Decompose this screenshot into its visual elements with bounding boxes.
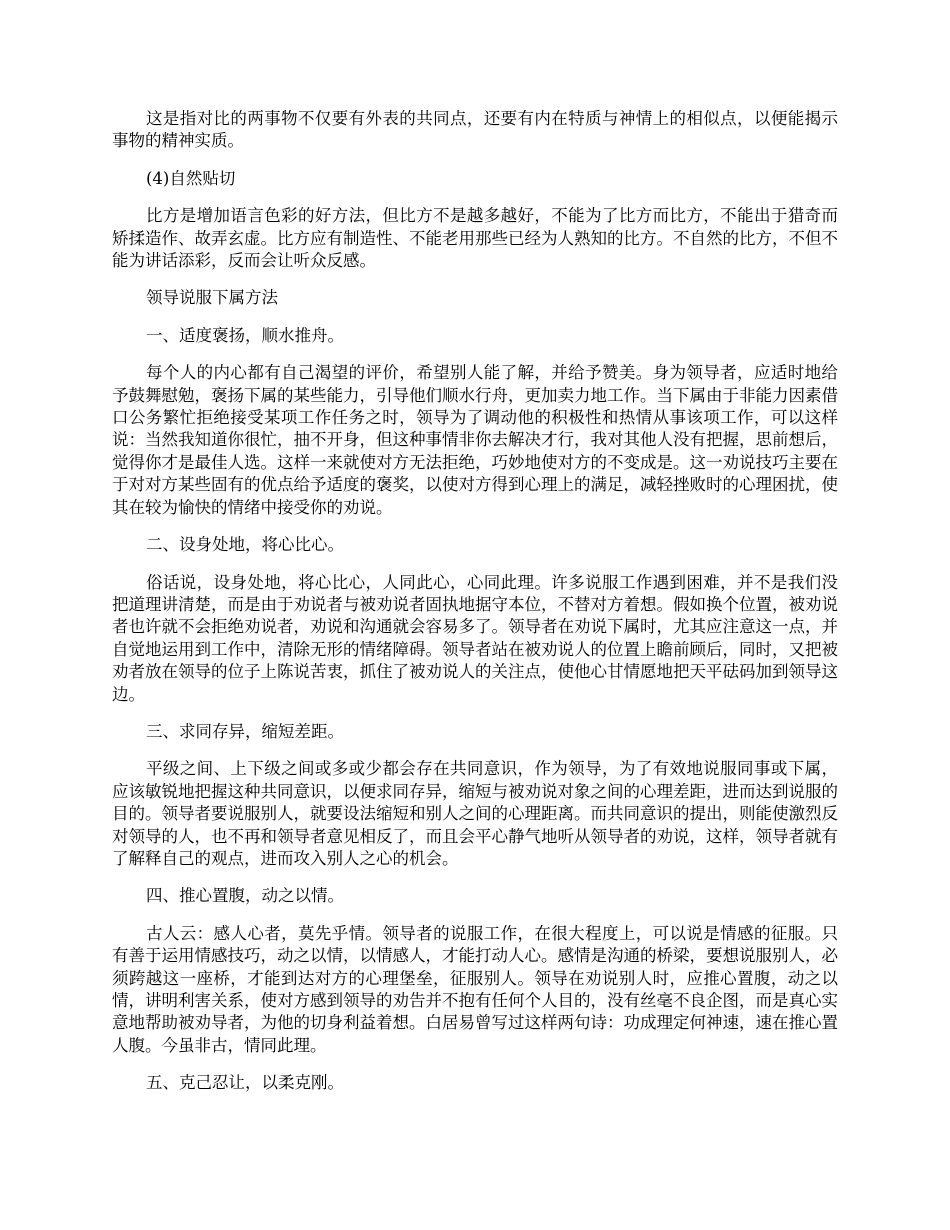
- paragraph: 每个人的内心都有自己渴望的评价，希望别人能了解，并给予赞美。身为领导者，应适时地给予鼓舞慰勉，褒扬下属的某些能力，引导他们顺水行舟，更加卖力地工作。当下属由于非能力因素借口公务繁忙拒绝接受某项工作任务之时，领导为了调动他的积极性和热情从事该项工作，可以这样说：当然我知道你很忙，抽不开身，但这种事情非你去解决才行，我对其他人没有把握，思前想后，觉得你才是最佳人选。这样一来就使对方无法拒绝，巧妙地使对方的不变成是。这一劝说技巧主要在于对对方某些固有的优点给予适度的褒奖，以使对方得到心理上的满足，减轻挫败时的心理困扰，使其在较为愉快的情绪中接受你的劝说。: [112, 363, 838, 517]
- section-heading: 领导说服下属方法: [146, 288, 278, 308]
- paragraph: 这是指对比的两事物不仅要有外表的共同点，还要有内在特质与神情上的相似点，以便能揭示事物的精神实质。: [112, 109, 838, 151]
- paragraph: 俗话说，设身处地，将心比心，人同此心，心同此理。许多说服工作遇到困难，并不是我们没把道理讲清楚，而是由于劝说者与被劝说者固执地据守本位，不替对方着想。假如换个位置，被劝说者也许就不会拒绝劝说者，劝说和沟通就会容易多了。领导者在劝说下属时，尤其应注意这一点，并自觉地运用到工作中，清除无形的情绪障碍。领导者站在被劝说人的位置上瞻前顾后，同时，又把被劝者放在领导的位子上陈说苦衷，抓住了被劝说人的关注点，使他心甘情愿地把天平砝码加到领导这边。: [112, 572, 838, 704]
- section-heading: 五、克己忍让，以柔克刚。: [146, 1073, 344, 1093]
- section-heading: 二、设身处地，将心比心。: [146, 535, 344, 555]
- section-heading: 三、求同存异，缩短差距。: [146, 721, 344, 741]
- paragraph: 比方是增加语言色彩的好方法，但比方不是越多越好，不能为了比方而比方，不能出于猎奇而矫揉造作、故弄玄虚。比方应有制造性、不能老用那些已经为人熟知的比方。不自然的比方，不但不能为讲话添彩，反而会让听众反感。: [112, 206, 838, 271]
- section-heading: (4)自然贴切: [146, 168, 236, 188]
- paragraph: 古人云：感人心者，莫先乎情。领导者的说服工作，在很大程度上，可以说是情感的征服。只有善于运用情感技巧，动之以情，以情感人，才能打动人心。感情是沟通的桥梁，要想说服别人，必须跨越这一座桥，才能到达对方的心理堡垒，征服别人。领导在劝说别人时，应推心置腹，动之以情，讲明利害关系，使对方感到领导的劝告并不抱有任何个人目的，没有丝毫不良企图，而是真心实意地帮助被劝导者，为他的切身利益着想。白居易曾写过这样两句诗：功成理定何神速，速在推心置人腹。今虽非古，情同此理。: [112, 923, 838, 1055]
- section-heading: 一、适度褒扬，顺水推舟。: [146, 325, 344, 345]
- document-body: [112, 108, 838, 1110]
- paragraph: 平级之间、上下级之间或多或少都会存在共同意识，作为领导，为了有效地说服同事或下属，应该敏锐地把握这种共同意识，以便求同存异，缩短与被劝说对象之间的心理差距，进而达到说服的目的。领导者要说服别人，就要设法缩短和别人之间的心理距离。而共同意识的提出，则能使激烈反对领导的人，也不再和领导者意见相反了，而且会平心静气地听从领导者的劝说，这样，领导者就有了解释自己的观点，进而攻入别人之心的机会。: [112, 759, 838, 868]
- section-heading: 四、推心置腹，动之以情。: [146, 886, 344, 906]
